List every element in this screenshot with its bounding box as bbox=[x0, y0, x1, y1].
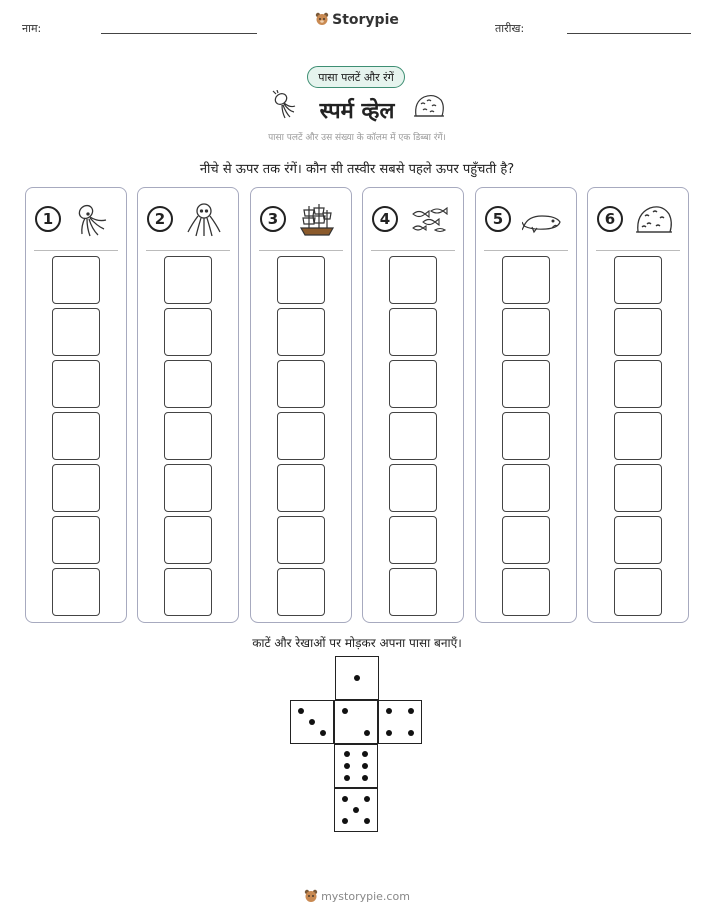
pip bbox=[362, 775, 368, 781]
color-box[interactable] bbox=[614, 256, 662, 304]
pip bbox=[408, 708, 414, 714]
bear-icon bbox=[304, 889, 318, 903]
activity-badge: पासा पलटें और रंगें bbox=[307, 66, 405, 88]
pip bbox=[353, 807, 359, 813]
dice-face-center bbox=[334, 700, 378, 744]
pip bbox=[362, 763, 368, 769]
column-5 bbox=[475, 187, 577, 623]
pip bbox=[362, 751, 368, 757]
color-box[interactable] bbox=[502, 256, 550, 304]
column-6 bbox=[587, 187, 689, 623]
instruction-text: नीचे से ऊपर तक रंगें। कौन सी तस्वीर सबसे पहले ऊपर पहुँचती है? bbox=[199, 162, 515, 177]
column-number: 2 bbox=[147, 206, 173, 232]
color-box[interactable] bbox=[52, 256, 100, 304]
color-box[interactable] bbox=[614, 568, 662, 616]
name-line[interactable] bbox=[101, 33, 257, 34]
pip bbox=[364, 818, 370, 824]
ambergris-icon bbox=[634, 202, 674, 238]
color-box[interactable] bbox=[277, 464, 325, 512]
color-box[interactable] bbox=[164, 464, 212, 512]
color-box[interactable] bbox=[502, 516, 550, 564]
pip bbox=[342, 796, 348, 802]
bear-icon bbox=[315, 12, 329, 26]
sperm-whale-icon bbox=[522, 202, 562, 238]
column-number: 6 bbox=[597, 206, 623, 232]
column-1 bbox=[25, 187, 127, 623]
column-divider bbox=[34, 250, 118, 251]
pip bbox=[320, 730, 326, 736]
brand-name: Storypie bbox=[332, 12, 399, 28]
color-box[interactable] bbox=[389, 568, 437, 616]
color-box[interactable] bbox=[502, 360, 550, 408]
color-box[interactable] bbox=[277, 256, 325, 304]
brand-logo bbox=[0, 12, 714, 28]
color-box[interactable] bbox=[164, 360, 212, 408]
dice-face-6 bbox=[334, 744, 378, 788]
footer-url[interactable]: mystorypie.com bbox=[321, 890, 410, 903]
pip bbox=[354, 675, 360, 681]
ship-icon bbox=[297, 202, 337, 238]
color-box[interactable] bbox=[389, 412, 437, 460]
dice-face-4 bbox=[378, 700, 422, 744]
pip bbox=[386, 708, 392, 714]
column-divider bbox=[484, 250, 568, 251]
column-number: 1 bbox=[35, 206, 61, 232]
color-box[interactable] bbox=[614, 308, 662, 356]
color-box[interactable] bbox=[164, 308, 212, 356]
cut-instruction: काटें और रेखाओं पर मोड़कर अपना पासा बनाएँ। bbox=[252, 636, 462, 650]
color-box[interactable] bbox=[277, 412, 325, 460]
color-box[interactable] bbox=[52, 516, 100, 564]
color-box[interactable] bbox=[52, 568, 100, 616]
color-box[interactable] bbox=[502, 308, 550, 356]
color-box[interactable] bbox=[52, 308, 100, 356]
color-box[interactable] bbox=[52, 360, 100, 408]
pip bbox=[364, 730, 370, 736]
date-label: तारीख: bbox=[495, 22, 525, 35]
column-number: 5 bbox=[485, 206, 511, 232]
color-box[interactable] bbox=[52, 412, 100, 460]
column-3 bbox=[250, 187, 352, 623]
octopus-icon bbox=[184, 202, 224, 238]
pip bbox=[298, 708, 304, 714]
color-box[interactable] bbox=[389, 308, 437, 356]
color-box[interactable] bbox=[614, 360, 662, 408]
color-box[interactable] bbox=[389, 464, 437, 512]
column-2 bbox=[137, 187, 239, 623]
name-label: नाम: bbox=[22, 22, 42, 35]
pip bbox=[344, 775, 350, 781]
pip bbox=[344, 763, 350, 769]
color-box[interactable] bbox=[502, 412, 550, 460]
ambergris-icon bbox=[412, 92, 446, 120]
column-divider bbox=[371, 250, 455, 251]
color-box[interactable] bbox=[614, 516, 662, 564]
dice-net bbox=[290, 656, 424, 834]
pip bbox=[342, 818, 348, 824]
color-box[interactable] bbox=[389, 360, 437, 408]
footer bbox=[0, 889, 714, 903]
pip bbox=[386, 730, 392, 736]
date-line[interactable] bbox=[567, 33, 691, 34]
fish-school-icon bbox=[409, 202, 449, 238]
dice-face-3 bbox=[290, 700, 334, 744]
pip bbox=[364, 796, 370, 802]
page-title: स्पर्म व्हेल bbox=[319, 99, 395, 124]
color-box[interactable] bbox=[502, 568, 550, 616]
column-divider bbox=[146, 250, 230, 251]
dice-face-1 bbox=[335, 656, 379, 700]
color-box[interactable] bbox=[52, 464, 100, 512]
squid-icon bbox=[72, 202, 112, 238]
column-number: 4 bbox=[372, 206, 398, 232]
color-box[interactable] bbox=[277, 360, 325, 408]
dice-face-5 bbox=[334, 788, 378, 832]
color-box[interactable] bbox=[277, 308, 325, 356]
color-box[interactable] bbox=[277, 568, 325, 616]
column-4 bbox=[362, 187, 464, 623]
color-box[interactable] bbox=[614, 464, 662, 512]
color-box[interactable] bbox=[164, 256, 212, 304]
color-box[interactable] bbox=[502, 464, 550, 512]
color-box[interactable] bbox=[164, 412, 212, 460]
color-box[interactable] bbox=[164, 516, 212, 564]
color-box[interactable] bbox=[164, 568, 212, 616]
column-number: 3 bbox=[260, 206, 286, 232]
column-divider bbox=[259, 250, 343, 251]
color-box[interactable] bbox=[614, 412, 662, 460]
page-subtitle: पासा पलटें और उस संख्या के कॉलम में एक डिब्बा रंगें। bbox=[268, 133, 446, 143]
color-box[interactable] bbox=[389, 256, 437, 304]
pip bbox=[342, 708, 348, 714]
column-divider bbox=[596, 250, 680, 251]
pip bbox=[309, 719, 315, 725]
color-box[interactable] bbox=[389, 516, 437, 564]
pip bbox=[344, 751, 350, 757]
pip bbox=[408, 730, 414, 736]
color-box[interactable] bbox=[277, 516, 325, 564]
